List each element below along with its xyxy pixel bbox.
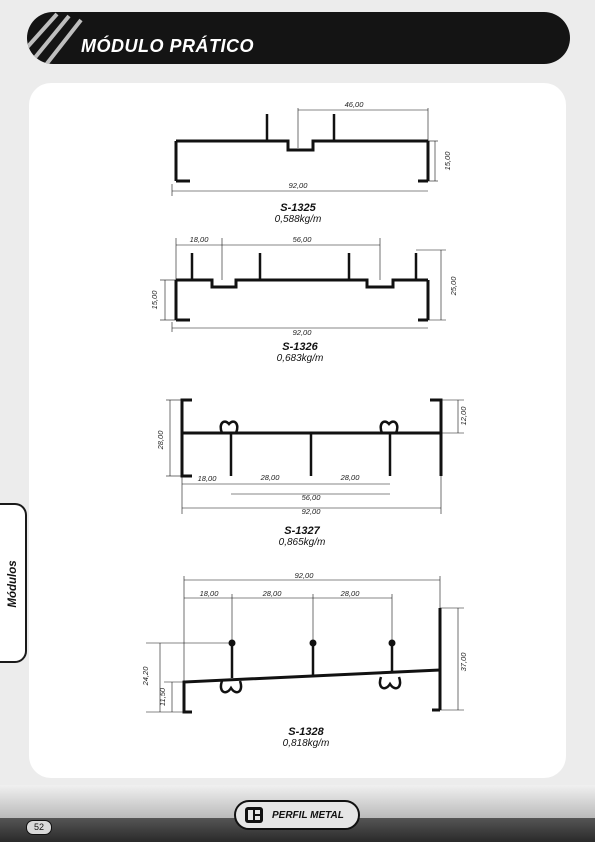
profile-caption: [250, 341, 350, 364]
dim-label: 28,00: [262, 589, 282, 598]
dim-label: 18,00: [197, 474, 217, 483]
dim-label: 15,00: [443, 151, 452, 171]
brand-name: PERFIL METAL: [272, 810, 344, 821]
page-number: 52: [26, 820, 52, 835]
dim-label: 28,00: [260, 473, 280, 482]
brand-badge: [234, 800, 360, 830]
dim-label: 37,00: [459, 652, 468, 672]
dim-label: 46,00: [344, 100, 364, 109]
profile-weight: 0,818kg/m: [282, 738, 330, 749]
dim-label: 56,00: [292, 235, 312, 244]
profile-code: S-1326: [282, 341, 318, 353]
dim-label: 25,00: [449, 276, 458, 296]
dim-label: 28,00: [340, 473, 360, 482]
dim-label: 12,00: [459, 406, 468, 426]
profile-caption: [252, 525, 352, 548]
dim-label: 92,00: [301, 507, 321, 516]
profile-code: S-1328: [288, 726, 324, 738]
profile-s1328-drawing: [146, 576, 464, 712]
section-tab-label: Módulos: [7, 560, 19, 608]
profile-s1326-drawing: [160, 238, 446, 332]
profile-caption: [248, 202, 348, 225]
profile-weight: 0,865kg/m: [278, 537, 326, 548]
page-title: MÓDULO PRÁTICO: [81, 36, 254, 56]
profile-code: S-1327: [284, 525, 320, 537]
profile-caption: [256, 726, 356, 749]
dim-label: 92,00: [294, 571, 314, 580]
dim-label: 18,00: [199, 589, 219, 598]
dim-label: 18,00: [189, 235, 209, 244]
dim-label: 15,00: [150, 290, 159, 310]
dim-label: 28,00: [156, 430, 165, 450]
dim-label: 11,50: [158, 687, 167, 707]
dim-label: 92,00: [292, 328, 312, 337]
brand-logo-icon: [244, 806, 264, 824]
dim-label: 28,00: [340, 589, 360, 598]
dim-label: 56,00: [301, 493, 321, 502]
dim-label: 92,00: [288, 181, 308, 190]
profile-weight: 0,683kg/m: [276, 353, 324, 364]
profile-code: S-1325: [280, 202, 316, 214]
dim-label: 24,20: [141, 666, 150, 686]
profile-weight: 0,588kg/m: [274, 214, 322, 225]
